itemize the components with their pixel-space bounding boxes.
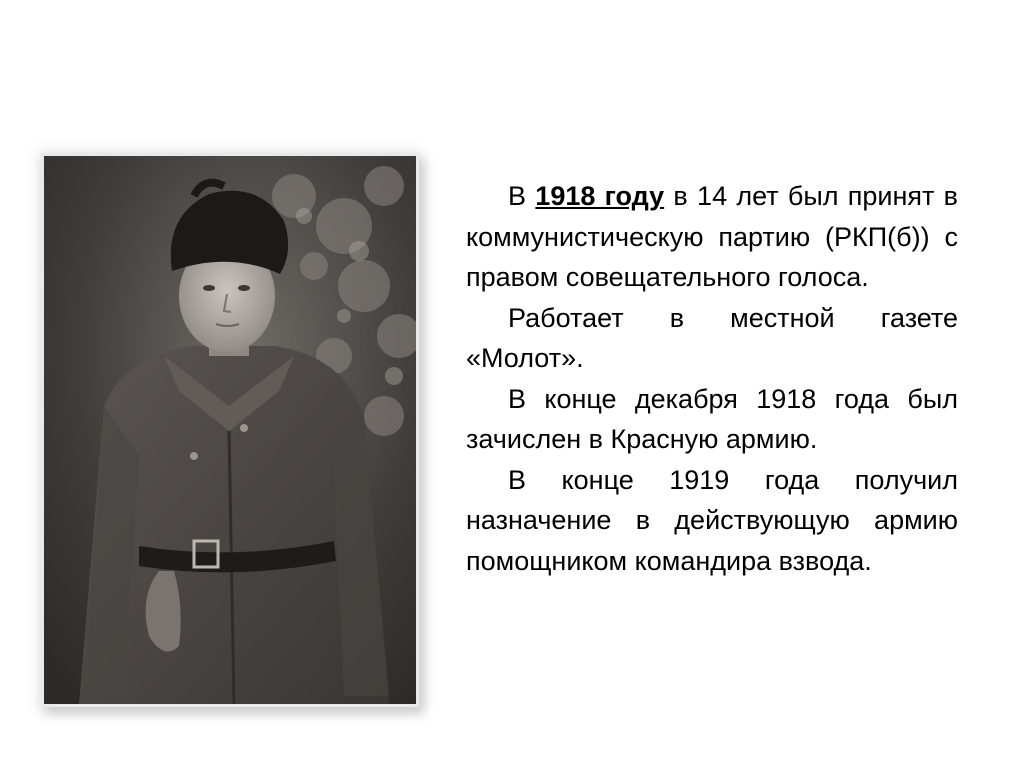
paragraph-1 (466, 176, 958, 298)
year-highlight: 1918 году (535, 181, 665, 211)
portrait-photo (44, 156, 416, 704)
paragraph-2: Работает в местной газете «Молот». (466, 302, 958, 373)
paragraph-3: В конце декабря 1918 года был зачислен в Красную армию. (466, 383, 958, 454)
portrait-image (44, 156, 416, 704)
paragraph-4: В конце 1919 года получил назначение в действующую армию помощником командира взвода. (466, 464, 958, 576)
text-column (466, 176, 958, 581)
paragraph-1-rest: в 14 лет был принят в коммунистическую партию (РКП(б)) с правом совещательного голоса. (466, 181, 959, 292)
paragraph-1-start: В (508, 181, 536, 211)
